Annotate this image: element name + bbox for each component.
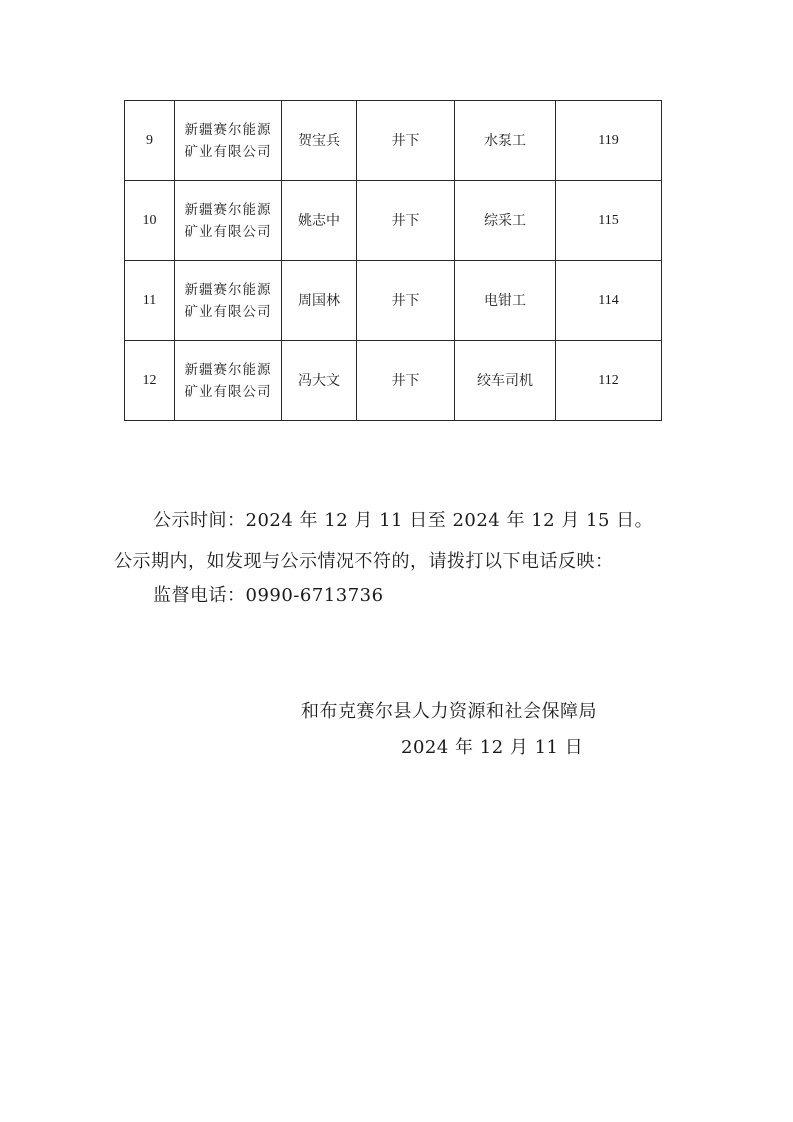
notice-phone: 监督电话：0990-6713736: [153, 585, 384, 606]
company-line1: 新疆赛尔能源: [184, 201, 272, 218]
table-row: [125, 261, 662, 341]
row-index: 9: [125, 101, 175, 181]
table-row: [125, 181, 662, 261]
company-line2: 矿业有限公司: [184, 383, 272, 400]
roster-table: [124, 100, 662, 421]
job-cell: 电钳工: [455, 261, 556, 341]
notice-period: 公示时间：2024 年 12 月 11 日至 2024 年 12 月 15 日。: [153, 510, 654, 531]
company-line1: 新疆赛尔能源: [184, 361, 272, 378]
score-cell: 119: [556, 101, 662, 181]
job-cell: 水泵工: [455, 101, 556, 181]
score-cell: 114: [556, 261, 662, 341]
job-cell: 综采工: [455, 181, 556, 261]
company-line2: 矿业有限公司: [184, 303, 272, 320]
location-cell: 井下: [357, 261, 455, 341]
table-row: [125, 101, 662, 181]
company-line2: 矿业有限公司: [184, 223, 272, 240]
company-line2: 矿业有限公司: [184, 143, 272, 160]
table-row: [125, 341, 662, 421]
company-cell: [175, 341, 282, 421]
company-line1: 新疆赛尔能源: [184, 121, 272, 138]
notice-instruction: 公示期内，如发现与公示情况不符的，请拨打以下电话反映：: [114, 551, 614, 572]
signature-date: 2024 年 12 月 11 日: [401, 737, 584, 758]
row-index: 11: [125, 261, 175, 341]
name-cell: 周国林: [282, 261, 357, 341]
name-cell: 冯大文: [282, 341, 357, 421]
score-cell: 112: [556, 341, 662, 421]
company-line1: 新疆赛尔能源: [184, 281, 272, 298]
company-cell: [175, 181, 282, 261]
location-cell: 井下: [357, 181, 455, 261]
score-cell: 115: [556, 181, 662, 261]
name-cell: 贺宝兵: [282, 101, 357, 181]
row-index: 12: [125, 341, 175, 421]
company-cell: [175, 261, 282, 341]
location-cell: 井下: [357, 341, 455, 421]
location-cell: 井下: [357, 101, 455, 181]
name-cell: 姚志中: [282, 181, 357, 261]
company-cell: [175, 101, 282, 181]
job-cell: 绞车司机: [455, 341, 556, 421]
issuer-name: 和布克赛尔县人力资源和社会保障局: [301, 701, 597, 722]
row-index: 10: [125, 181, 175, 261]
